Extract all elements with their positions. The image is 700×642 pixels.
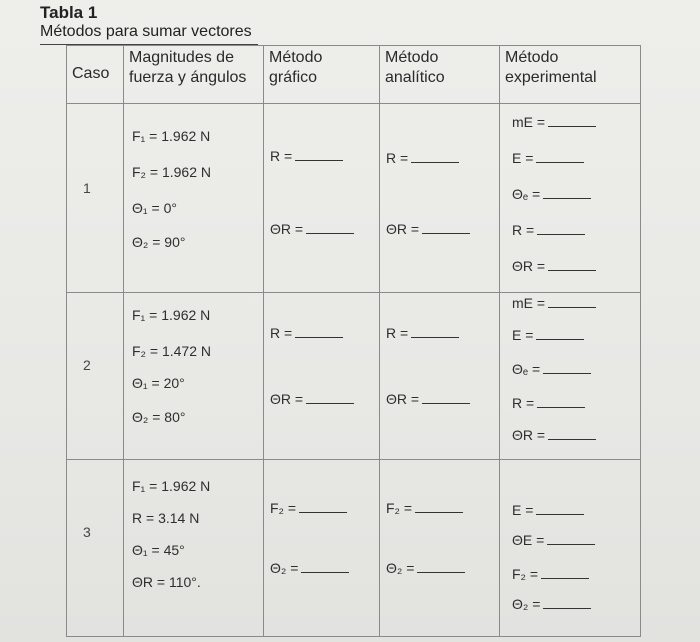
answer-field[interactable]: E = <box>512 502 584 518</box>
experimental-cell <box>500 104 641 293</box>
magnitudes-cell <box>124 460 264 637</box>
answer-field[interactable]: F₂ = <box>270 500 347 516</box>
magnitude-item: F₂ = 1.472 N <box>132 343 211 359</box>
header-grafico: Método gráfico <box>264 46 380 104</box>
magnitude-item: Θ₁ = 45° <box>132 542 185 558</box>
answer-field[interactable]: ΘR = <box>386 391 470 407</box>
answer-field[interactable]: R = <box>270 148 343 164</box>
answer-field[interactable]: ΘR = <box>270 391 354 407</box>
magnitude-item: F₁ = 1.962 N <box>132 128 211 144</box>
experimental-cell <box>500 460 641 637</box>
answer-field[interactable]: mE = <box>512 295 596 311</box>
vector-methods-table <box>66 45 641 637</box>
experimental-cell <box>500 293 641 460</box>
answer-field[interactable]: Θ₂ = <box>386 560 465 576</box>
analitico-cell <box>380 293 500 460</box>
caso-cell <box>67 104 124 293</box>
grafico-cell <box>264 104 380 293</box>
header-analitico: Método analítico <box>380 46 500 104</box>
grafico-cell <box>264 293 380 460</box>
caso-number: 2 <box>83 357 91 373</box>
table-row <box>67 293 641 460</box>
magnitude-item: F₂ = 1.962 N <box>132 164 211 180</box>
caso-number: 1 <box>83 180 91 196</box>
answer-field[interactable]: ΘE = <box>512 532 595 548</box>
grafico-cell <box>264 460 380 637</box>
answer-field[interactable]: F₂ = <box>512 566 589 582</box>
answer-field[interactable]: Θ₂ = <box>512 596 591 612</box>
magnitude-item: Θ₁ = 0° <box>132 200 177 216</box>
answer-field[interactable]: Θₑ = <box>512 361 591 377</box>
table-row <box>67 104 641 293</box>
answer-field[interactable]: Θ₂ = <box>270 560 349 576</box>
header-caso: Caso <box>67 46 124 104</box>
table-row <box>67 460 641 637</box>
analitico-cell <box>380 104 500 293</box>
answer-field[interactable]: F₂ = <box>386 500 463 516</box>
caso-cell <box>67 293 124 460</box>
answer-field[interactable]: R = <box>386 325 459 341</box>
magnitudes-cell <box>124 104 264 293</box>
caso-cell <box>67 460 124 637</box>
answer-field[interactable]: ΘR = <box>512 258 596 274</box>
magnitude-item: F₁ = 1.962 N <box>132 478 211 494</box>
answer-field[interactable]: R = <box>386 150 459 166</box>
analitico-cell <box>380 460 500 637</box>
magnitude-item: Θ₁ = 20° <box>132 375 185 391</box>
magnitude-item: Θ₂ = 80° <box>132 409 186 425</box>
magnitudes-cell <box>124 293 264 460</box>
answer-field[interactable]: E = <box>512 327 584 343</box>
answer-field[interactable]: Θₑ = <box>512 186 591 202</box>
answer-field[interactable]: E = <box>512 150 584 166</box>
table-subtitle: Métodos para sumar vectores <box>40 23 252 40</box>
answer-field[interactable]: ΘR = <box>270 221 354 237</box>
magnitude-item: F₁ = 1.962 N <box>132 307 211 323</box>
table-title: Tabla 1 <box>40 3 98 22</box>
header-row <box>67 46 641 104</box>
header-magnitudes: Magnitudes de fuerza y ángulos <box>124 46 264 104</box>
answer-field[interactable]: ΘR = <box>386 221 470 237</box>
header-experimental: Método experimental <box>500 46 641 104</box>
answer-field[interactable]: R = <box>512 222 585 238</box>
answer-field[interactable]: R = <box>270 325 343 341</box>
magnitude-item: ΘR = 110°. <box>132 574 201 590</box>
magnitude-item: R = 3.14 N <box>132 510 200 526</box>
answer-field[interactable]: mE = <box>512 114 596 130</box>
magnitude-item: Θ₂ = 90° <box>132 234 186 250</box>
answer-field[interactable]: R = <box>512 395 585 411</box>
answer-field[interactable]: ΘR = <box>512 427 596 443</box>
caso-number: 3 <box>83 524 91 540</box>
